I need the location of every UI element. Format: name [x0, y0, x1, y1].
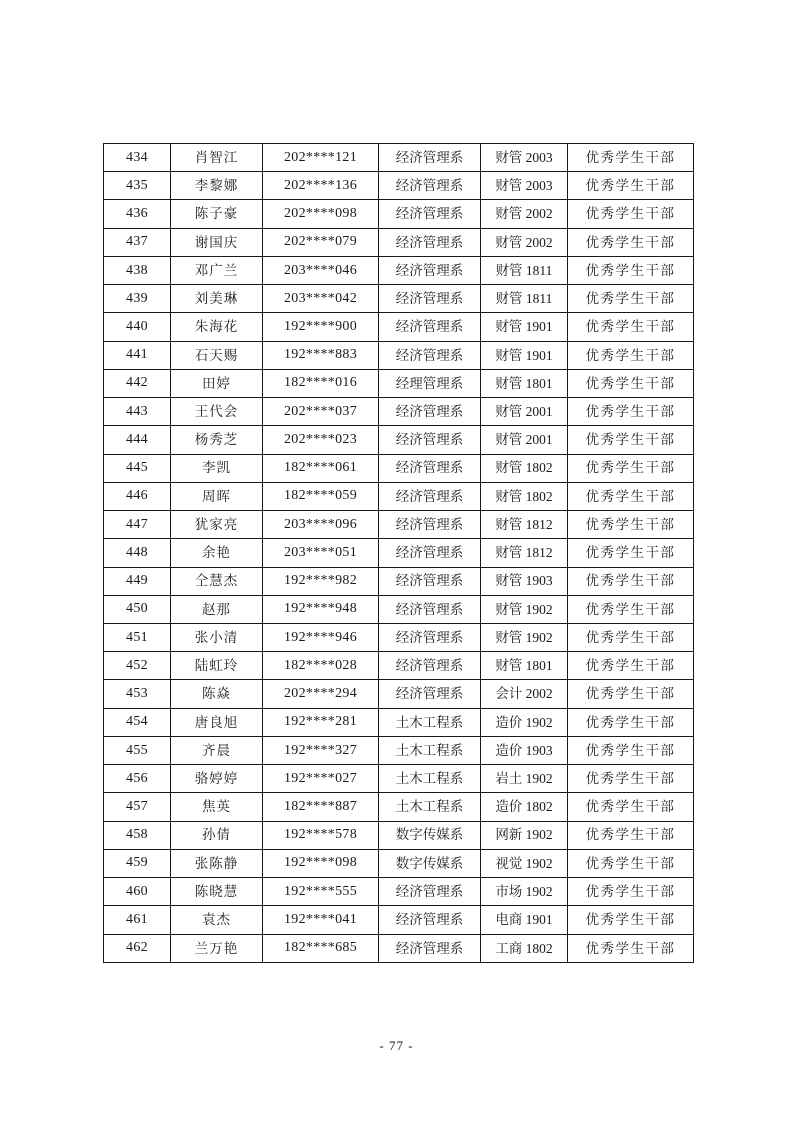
cell-department: 经济管理系 — [379, 595, 481, 623]
cell-student_id: 182****028 — [263, 652, 379, 680]
cell-student_id: 192****948 — [263, 595, 379, 623]
cell-name: 唐良旭 — [171, 708, 263, 736]
cell-serial: 436 — [104, 200, 171, 228]
cell-name: 邓广兰 — [171, 256, 263, 284]
cell-award: 优秀学生干部 — [568, 765, 694, 793]
cell-student_id: 192****027 — [263, 765, 379, 793]
cell-name: 李凯 — [171, 454, 263, 482]
cell-name: 仝慧杰 — [171, 567, 263, 595]
cell-award: 优秀学生干部 — [568, 511, 694, 539]
cell-class: 财管 2003 — [481, 172, 568, 200]
cell-award: 优秀学生干部 — [568, 595, 694, 623]
cell-department: 经济管理系 — [379, 454, 481, 482]
cell-class: 造价 1902 — [481, 708, 568, 736]
cell-award: 优秀学生干部 — [568, 539, 694, 567]
cell-class: 造价 1802 — [481, 793, 568, 821]
cell-name: 骆婷婷 — [171, 765, 263, 793]
table-row — [104, 172, 694, 200]
cell-name: 杨秀芝 — [171, 426, 263, 454]
cell-award: 优秀学生干部 — [568, 454, 694, 482]
cell-department: 经济管理系 — [379, 341, 481, 369]
table-row — [104, 398, 694, 426]
cell-class: 视觉 1902 — [481, 849, 568, 877]
cell-student_id: 182****016 — [263, 369, 379, 397]
cell-student_id: 202****121 — [263, 144, 379, 172]
cell-department: 经济管理系 — [379, 680, 481, 708]
cell-class: 岩土 1902 — [481, 765, 568, 793]
cell-student_id: 192****327 — [263, 736, 379, 764]
cell-student_id: 192****281 — [263, 708, 379, 736]
table-row — [104, 652, 694, 680]
cell-student_id: 202****098 — [263, 200, 379, 228]
cell-serial: 437 — [104, 228, 171, 256]
cell-student_id: 192****900 — [263, 313, 379, 341]
table-row — [104, 680, 694, 708]
table-row — [104, 595, 694, 623]
cell-award: 优秀学生干部 — [568, 849, 694, 877]
cell-name: 刘美琳 — [171, 285, 263, 313]
table-row — [104, 849, 694, 877]
cell-class: 财管 2001 — [481, 426, 568, 454]
cell-name: 周晖 — [171, 482, 263, 510]
cell-award: 优秀学生干部 — [568, 482, 694, 510]
cell-serial: 459 — [104, 849, 171, 877]
table-row — [104, 228, 694, 256]
cell-award: 优秀学生干部 — [568, 398, 694, 426]
cell-department: 经济管理系 — [379, 623, 481, 651]
cell-award: 优秀学生干部 — [568, 341, 694, 369]
cell-department: 土木工程系 — [379, 736, 481, 764]
cell-student_id: 192****098 — [263, 849, 379, 877]
cell-serial: 460 — [104, 878, 171, 906]
table-row — [104, 482, 694, 510]
cell-department: 数字传媒系 — [379, 821, 481, 849]
cell-class: 财管 1811 — [481, 285, 568, 313]
cell-serial: 456 — [104, 765, 171, 793]
cell-department: 经济管理系 — [379, 511, 481, 539]
table-row — [104, 369, 694, 397]
cell-serial: 440 — [104, 313, 171, 341]
cell-student_id: 202****294 — [263, 680, 379, 708]
cell-student_id: 182****061 — [263, 454, 379, 482]
cell-award: 优秀学生干部 — [568, 652, 694, 680]
cell-award: 优秀学生干部 — [568, 567, 694, 595]
cell-serial: 439 — [104, 285, 171, 313]
cell-serial: 452 — [104, 652, 171, 680]
cell-class: 财管 1802 — [481, 482, 568, 510]
cell-class: 财管 1801 — [481, 652, 568, 680]
cell-award: 优秀学生干部 — [568, 878, 694, 906]
cell-student_id: 203****051 — [263, 539, 379, 567]
cell-name: 张小清 — [171, 623, 263, 651]
cell-award: 优秀学生干部 — [568, 172, 694, 200]
table-row — [104, 878, 694, 906]
cell-class: 财管 2003 — [481, 144, 568, 172]
cell-class: 财管 2001 — [481, 398, 568, 426]
cell-student_id: 182****685 — [263, 934, 379, 962]
cell-name: 赵那 — [171, 595, 263, 623]
table-row — [104, 567, 694, 595]
table-row — [104, 144, 694, 172]
cell-class: 财管 1902 — [481, 595, 568, 623]
cell-serial: 450 — [104, 595, 171, 623]
cell-name: 陈晓慧 — [171, 878, 263, 906]
table-row — [104, 200, 694, 228]
cell-department: 数字传媒系 — [379, 849, 481, 877]
cell-class: 财管 1902 — [481, 623, 568, 651]
awards-table — [103, 143, 694, 963]
cell-serial: 447 — [104, 511, 171, 539]
cell-student_id: 202****023 — [263, 426, 379, 454]
cell-serial: 457 — [104, 793, 171, 821]
cell-award: 优秀学生干部 — [568, 285, 694, 313]
cell-serial: 435 — [104, 172, 171, 200]
table-row — [104, 511, 694, 539]
cell-serial: 449 — [104, 567, 171, 595]
cell-department: 经济管理系 — [379, 398, 481, 426]
cell-department: 经济管理系 — [379, 200, 481, 228]
cell-award: 优秀学生干部 — [568, 228, 694, 256]
cell-class: 造价 1903 — [481, 736, 568, 764]
table-row — [104, 765, 694, 793]
cell-serial: 446 — [104, 482, 171, 510]
cell-class: 市场 1902 — [481, 878, 568, 906]
cell-department: 经济管理系 — [379, 482, 481, 510]
cell-class: 财管 2002 — [481, 228, 568, 256]
cell-student_id: 203****042 — [263, 285, 379, 313]
cell-class: 财管 1802 — [481, 454, 568, 482]
cell-student_id: 192****555 — [263, 878, 379, 906]
cell-serial: 445 — [104, 454, 171, 482]
cell-name: 谢国庆 — [171, 228, 263, 256]
table-row — [104, 736, 694, 764]
cell-department: 经济管理系 — [379, 906, 481, 934]
table-row — [104, 539, 694, 567]
cell-serial: 455 — [104, 736, 171, 764]
cell-name: 犹家亮 — [171, 511, 263, 539]
cell-student_id: 202****136 — [263, 172, 379, 200]
cell-name: 余艳 — [171, 539, 263, 567]
table-row — [104, 454, 694, 482]
cell-name: 陈焱 — [171, 680, 263, 708]
cell-department: 土木工程系 — [379, 765, 481, 793]
cell-class: 财管 1812 — [481, 539, 568, 567]
table-row — [104, 426, 694, 454]
cell-student_id: 192****041 — [263, 906, 379, 934]
cell-award: 优秀学生干部 — [568, 313, 694, 341]
table-row — [104, 285, 694, 313]
cell-class: 财管 1811 — [481, 256, 568, 284]
cell-department: 经济管理系 — [379, 228, 481, 256]
cell-student_id: 182****887 — [263, 793, 379, 821]
cell-award: 优秀学生干部 — [568, 708, 694, 736]
cell-class: 财管 2002 — [481, 200, 568, 228]
cell-name: 孙倩 — [171, 821, 263, 849]
cell-award: 优秀学生干部 — [568, 426, 694, 454]
cell-class: 财管 1801 — [481, 369, 568, 397]
cell-award: 优秀学生干部 — [568, 736, 694, 764]
cell-serial: 451 — [104, 623, 171, 651]
cell-class: 工商 1802 — [481, 934, 568, 962]
cell-department: 经济管理系 — [379, 878, 481, 906]
table-row — [104, 623, 694, 651]
cell-award: 优秀学生干部 — [568, 144, 694, 172]
cell-name: 朱海花 — [171, 313, 263, 341]
cell-class: 财管 1901 — [481, 341, 568, 369]
cell-class: 电商 1901 — [481, 906, 568, 934]
cell-department: 经济管理系 — [379, 567, 481, 595]
cell-serial: 458 — [104, 821, 171, 849]
cell-award: 优秀学生干部 — [568, 369, 694, 397]
table-row — [104, 934, 694, 962]
cell-name: 张陈静 — [171, 849, 263, 877]
cell-class: 会计 2002 — [481, 680, 568, 708]
cell-department: 土木工程系 — [379, 793, 481, 821]
cell-name: 王代会 — [171, 398, 263, 426]
cell-award: 优秀学生干部 — [568, 256, 694, 284]
cell-serial: 462 — [104, 934, 171, 962]
cell-department: 经济管理系 — [379, 652, 481, 680]
table-row — [104, 313, 694, 341]
cell-name: 陈子豪 — [171, 200, 263, 228]
cell-serial: 454 — [104, 708, 171, 736]
cell-award: 优秀学生干部 — [568, 793, 694, 821]
cell-department: 经济管理系 — [379, 256, 481, 284]
cell-department: 经济管理系 — [379, 172, 481, 200]
cell-student_id: 182****059 — [263, 482, 379, 510]
awards-table-body — [104, 144, 694, 963]
cell-student_id: 203****046 — [263, 256, 379, 284]
cell-department: 经理管理系 — [379, 369, 481, 397]
cell-award: 优秀学生干部 — [568, 934, 694, 962]
cell-class: 财管 1812 — [481, 511, 568, 539]
cell-award: 优秀学生干部 — [568, 200, 694, 228]
cell-name: 陆虹玲 — [171, 652, 263, 680]
cell-serial: 442 — [104, 369, 171, 397]
cell-award: 优秀学生干部 — [568, 906, 694, 934]
cell-name: 齐晨 — [171, 736, 263, 764]
cell-name: 石天赐 — [171, 341, 263, 369]
table-row — [104, 341, 694, 369]
cell-department: 土木工程系 — [379, 708, 481, 736]
cell-name: 肖智江 — [171, 144, 263, 172]
cell-name: 兰万艳 — [171, 934, 263, 962]
table-row — [104, 256, 694, 284]
cell-student_id: 202****037 — [263, 398, 379, 426]
cell-award: 优秀学生干部 — [568, 821, 694, 849]
cell-department: 经济管理系 — [379, 539, 481, 567]
cell-serial: 438 — [104, 256, 171, 284]
table-row — [104, 821, 694, 849]
cell-department: 经济管理系 — [379, 285, 481, 313]
cell-serial: 448 — [104, 539, 171, 567]
table-row — [104, 708, 694, 736]
cell-student_id: 202****079 — [263, 228, 379, 256]
cell-department: 经济管理系 — [379, 934, 481, 962]
cell-department: 经济管理系 — [379, 144, 481, 172]
cell-student_id: 192****946 — [263, 623, 379, 651]
cell-class: 财管 1901 — [481, 313, 568, 341]
cell-name: 焦英 — [171, 793, 263, 821]
cell-student_id: 192****883 — [263, 341, 379, 369]
cell-name: 田婷 — [171, 369, 263, 397]
table-row — [104, 906, 694, 934]
cell-student_id: 192****578 — [263, 821, 379, 849]
cell-serial: 441 — [104, 341, 171, 369]
page-number: - 77 - — [379, 1038, 414, 1053]
cell-class: 网新 1902 — [481, 821, 568, 849]
cell-award: 优秀学生干部 — [568, 680, 694, 708]
cell-serial: 461 — [104, 906, 171, 934]
cell-serial: 444 — [104, 426, 171, 454]
cell-serial: 443 — [104, 398, 171, 426]
cell-serial: 453 — [104, 680, 171, 708]
cell-department: 经济管理系 — [379, 313, 481, 341]
cell-award: 优秀学生干部 — [568, 623, 694, 651]
cell-department: 经济管理系 — [379, 426, 481, 454]
cell-name: 李黎娜 — [171, 172, 263, 200]
cell-student_id: 192****982 — [263, 567, 379, 595]
cell-student_id: 203****096 — [263, 511, 379, 539]
cell-serial: 434 — [104, 144, 171, 172]
cell-class: 财管 1903 — [481, 567, 568, 595]
cell-name: 袁杰 — [171, 906, 263, 934]
table-row — [104, 793, 694, 821]
